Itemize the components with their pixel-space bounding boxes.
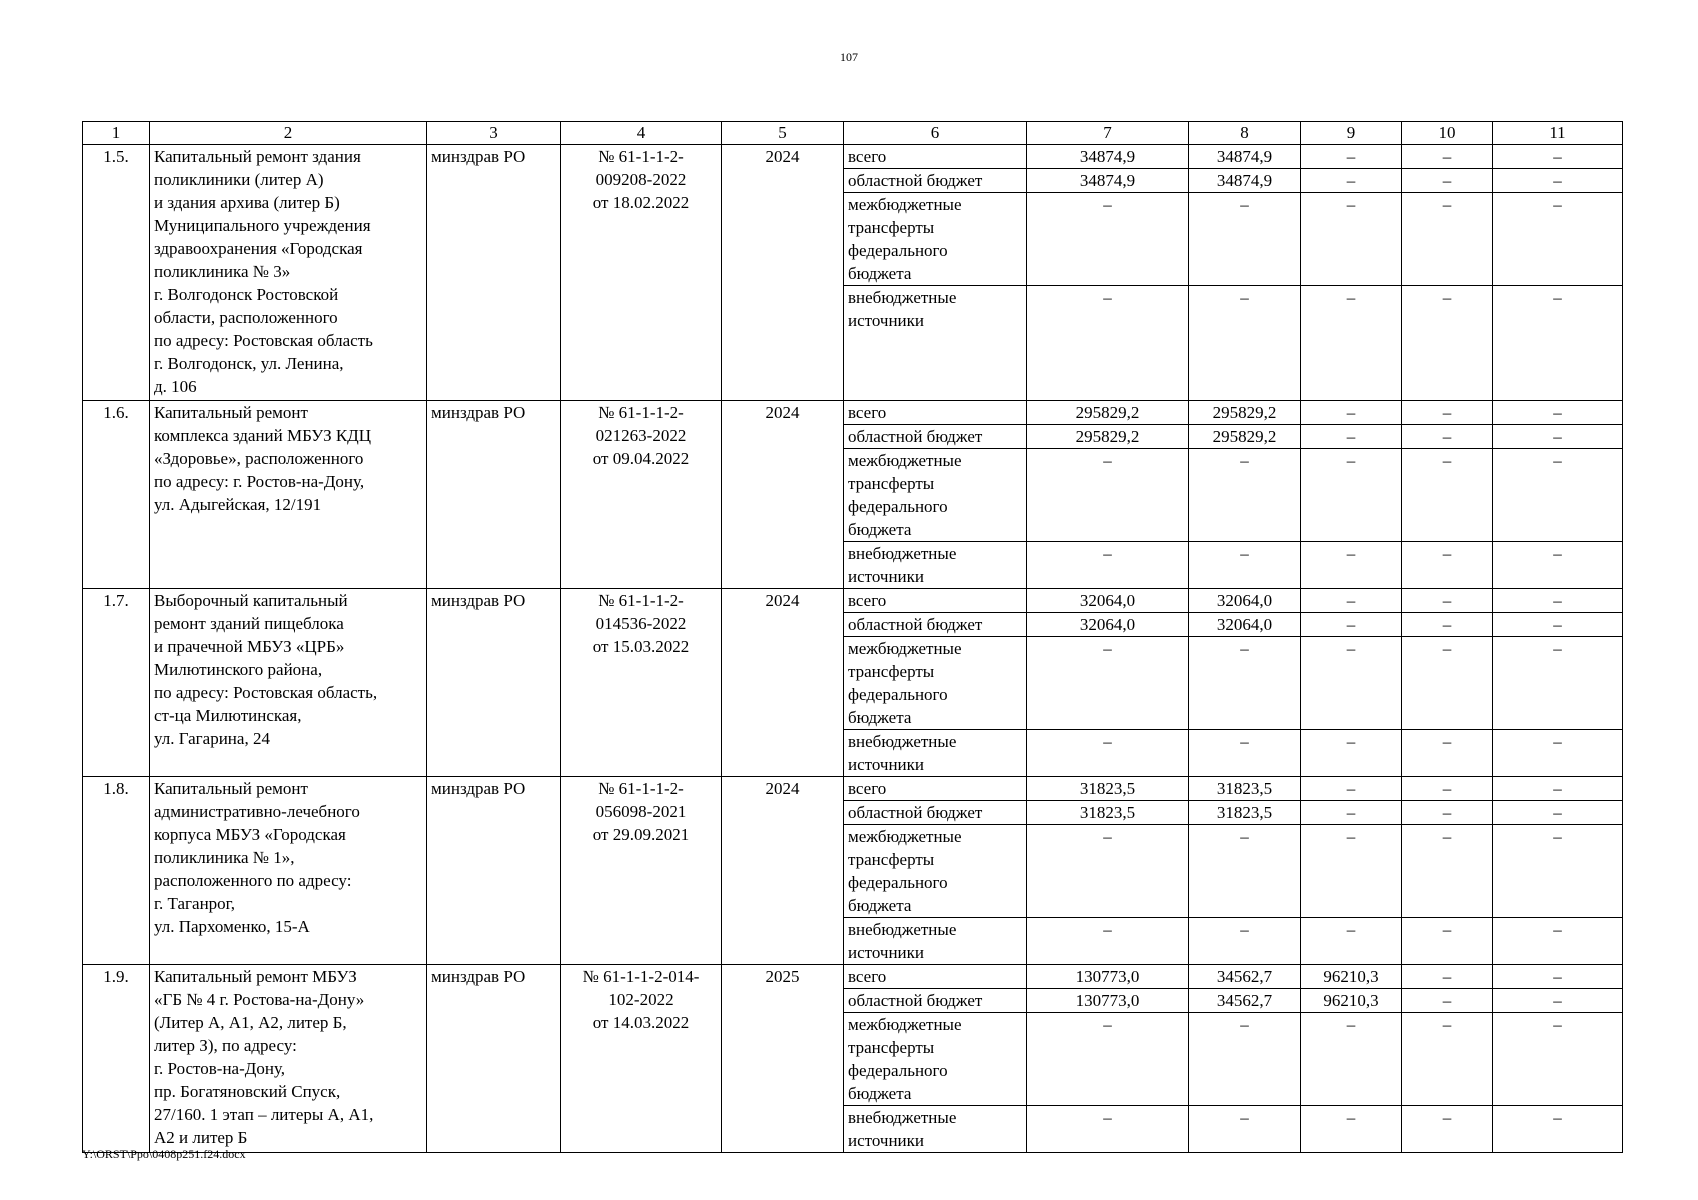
dash-cell: – xyxy=(1493,730,1623,777)
text-line: Капитальный ремонт здания xyxy=(154,147,361,166)
text-line: «Здоровье», расположенного xyxy=(154,449,364,468)
dash-cell: – xyxy=(1189,542,1301,589)
text-line: комплекса зданий МБУЗ КДЦ xyxy=(154,426,372,445)
dash-cell: – xyxy=(1189,449,1301,542)
value-cell: 34874,9 xyxy=(1189,145,1301,169)
source-total-label: всего xyxy=(844,589,1027,613)
value-cell: 130773,0 xyxy=(1027,989,1189,1013)
text-line: г. Волгодонск Ростовской xyxy=(154,285,339,304)
value-cell: – xyxy=(1402,425,1493,449)
value-cell: – xyxy=(1402,777,1493,801)
value-cell: 295829,2 xyxy=(1189,401,1301,425)
text-line: внебюджетные xyxy=(848,288,957,307)
text-line: «ГБ № 4 г. Ростова-на-Дону» xyxy=(154,990,365,1009)
text-line: ст-ца Милютинская, xyxy=(154,706,302,725)
value-cell: 96210,3 xyxy=(1301,965,1402,989)
dash-cell: – xyxy=(1402,449,1493,542)
source-extra-label xyxy=(844,730,1027,777)
value-cell: – xyxy=(1301,401,1402,425)
text-line: Выборочный капитальный xyxy=(154,591,348,610)
dash-cell: – xyxy=(1402,730,1493,777)
text-line: бюджета xyxy=(848,520,912,539)
value-cell: 32064,0 xyxy=(1027,589,1189,613)
source-federal-label xyxy=(844,825,1027,918)
text-line: г. Таганрог, xyxy=(154,894,235,913)
source-total-label: всего xyxy=(844,145,1027,169)
dash-cell: – xyxy=(1301,1106,1402,1153)
value-cell: 34874,9 xyxy=(1027,145,1189,169)
text-line: ул. Адыгейская, 12/191 xyxy=(154,495,322,514)
header-cell: 1 xyxy=(83,122,150,145)
source-federal-label xyxy=(844,637,1027,730)
text-line: трансферты xyxy=(848,850,935,869)
header-cell: 8 xyxy=(1189,122,1301,145)
value-cell: 31823,5 xyxy=(1189,801,1301,825)
dash-cell: – xyxy=(1301,637,1402,730)
item-row xyxy=(83,965,1623,989)
budget-table xyxy=(82,121,1623,1153)
dash-cell: – xyxy=(1402,542,1493,589)
text-line: г. Ростов-на-Дону, xyxy=(154,1059,285,1078)
text-line: трансферты xyxy=(848,218,935,237)
dash-cell: – xyxy=(1493,637,1623,730)
value-cell: – xyxy=(1402,801,1493,825)
value-cell: – xyxy=(1493,145,1623,169)
dash-cell: – xyxy=(1301,918,1402,965)
text-line: от 29.09.2021 xyxy=(592,825,690,844)
dash-cell: – xyxy=(1027,1013,1189,1106)
text-line: внебюджетные xyxy=(848,920,957,939)
source-regional-label: областной бюджет xyxy=(844,989,1027,1013)
value-cell: – xyxy=(1493,589,1623,613)
text-line: источники xyxy=(848,755,925,774)
value-cell: – xyxy=(1301,425,1402,449)
item-number: 1.9. xyxy=(83,965,150,1153)
dash-cell: – xyxy=(1189,730,1301,777)
dash-cell: – xyxy=(1189,825,1301,918)
dash-cell: – xyxy=(1301,449,1402,542)
text-line: трансферты xyxy=(848,662,935,681)
source-regional-label: областной бюджет xyxy=(844,801,1027,825)
dash-cell: – xyxy=(1301,730,1402,777)
expertise-conclusion xyxy=(561,589,722,777)
expertise-conclusion xyxy=(561,145,722,401)
value-cell: – xyxy=(1493,425,1623,449)
value-cell: 295829,2 xyxy=(1189,425,1301,449)
text-line: 014536-2022 xyxy=(595,614,687,633)
text-line: трансферты xyxy=(848,1038,935,1057)
dash-cell: – xyxy=(1402,1013,1493,1106)
dash-cell: – xyxy=(1189,1106,1301,1153)
dash-cell: – xyxy=(1189,286,1301,401)
item-number: 1.8. xyxy=(83,777,150,965)
value-cell: – xyxy=(1301,145,1402,169)
source-regional-label: областной бюджет xyxy=(844,613,1027,637)
customer: минздрав РО xyxy=(427,965,561,1153)
text-line: 021263-2022 xyxy=(595,426,687,445)
text-line: ремонт зданий пищеблока xyxy=(154,614,344,633)
text-line: источники xyxy=(848,311,925,330)
value-cell: – xyxy=(1402,169,1493,193)
value-cell: – xyxy=(1301,169,1402,193)
customer: минздрав РО xyxy=(427,777,561,965)
item-row xyxy=(83,777,1623,801)
text-line: расположенного по адресу: xyxy=(154,871,352,890)
text-line: ул. Гагарина, 24 xyxy=(154,729,270,748)
value-cell: 130773,0 xyxy=(1027,965,1189,989)
text-line: г. Волгодонск, ул. Ленина, xyxy=(154,354,344,373)
item-row xyxy=(83,145,1623,169)
dash-cell: – xyxy=(1027,193,1189,286)
dash-cell: – xyxy=(1027,637,1189,730)
dash-cell: – xyxy=(1493,193,1623,286)
value-cell: – xyxy=(1301,801,1402,825)
text-line: 009208-2022 xyxy=(595,170,687,189)
item-number: 1.7. xyxy=(83,589,150,777)
item-name xyxy=(150,965,427,1153)
text-line: ул. Пархоменко, 15-А xyxy=(154,917,310,936)
dash-cell: – xyxy=(1027,449,1189,542)
value-cell: – xyxy=(1301,589,1402,613)
value-cell: – xyxy=(1493,613,1623,637)
text-line: области, расположенного xyxy=(154,308,338,327)
text-line: от 14.03.2022 xyxy=(592,1013,690,1032)
value-cell: – xyxy=(1402,613,1493,637)
dash-cell: – xyxy=(1402,1106,1493,1153)
value-cell: – xyxy=(1493,169,1623,193)
text-line: федерального xyxy=(848,685,948,704)
value-cell: 31823,5 xyxy=(1027,801,1189,825)
dash-cell: – xyxy=(1493,918,1623,965)
value-cell: – xyxy=(1493,777,1623,801)
text-line: межбюджетные xyxy=(848,827,962,846)
dash-cell: – xyxy=(1189,1013,1301,1106)
value-cell: 32064,0 xyxy=(1027,613,1189,637)
completion-year: 2024 xyxy=(722,145,844,401)
value-cell: – xyxy=(1301,777,1402,801)
value-cell: 34874,9 xyxy=(1027,169,1189,193)
text-line: (Литер А, А1, А2, литер Б, xyxy=(154,1013,347,1032)
text-line: бюджета xyxy=(848,708,912,727)
text-line: межбюджетные xyxy=(848,1015,962,1034)
header-cell: 5 xyxy=(722,122,844,145)
dash-cell: – xyxy=(1493,1013,1623,1106)
completion-year: 2024 xyxy=(722,589,844,777)
dash-cell: – xyxy=(1301,542,1402,589)
expertise-conclusion xyxy=(561,401,722,589)
text-line: по адресу: г. Ростов-на-Дону, xyxy=(154,472,365,491)
completion-year: 2024 xyxy=(722,401,844,589)
item-number: 1.5. xyxy=(83,145,150,401)
header-cell: 4 xyxy=(561,122,722,145)
text-line: и прачечной МБУЗ «ЦРБ» xyxy=(154,637,345,656)
source-extra-label xyxy=(844,286,1027,401)
text-line: бюджета xyxy=(848,896,912,915)
text-line: административно-лечебного xyxy=(154,802,360,821)
customer: минздрав РО xyxy=(427,589,561,777)
source-total-label: всего xyxy=(844,965,1027,989)
dash-cell: – xyxy=(1027,730,1189,777)
text-line: 27/160. 1 этап – литеры А, А1, xyxy=(154,1105,374,1124)
value-cell: – xyxy=(1402,145,1493,169)
source-extra-label xyxy=(844,918,1027,965)
value-cell: 34562,7 xyxy=(1189,965,1301,989)
text-line: источники xyxy=(848,943,925,962)
text-line: межбюджетные xyxy=(848,451,962,470)
item-name xyxy=(150,777,427,965)
text-line: межбюджетные xyxy=(848,639,962,658)
page-number: 107 xyxy=(840,50,858,64)
source-regional-label: областной бюджет xyxy=(844,425,1027,449)
text-line: поликлиника № 1», xyxy=(154,848,295,867)
dash-cell: – xyxy=(1493,449,1623,542)
dash-cell: – xyxy=(1402,825,1493,918)
value-cell: 295829,2 xyxy=(1027,401,1189,425)
item-row xyxy=(83,401,1623,425)
text-line: Капитальный ремонт xyxy=(154,779,308,798)
text-line: Капитальный ремонт xyxy=(154,403,308,422)
item-name xyxy=(150,145,427,401)
text-line: федерального xyxy=(848,1061,948,1080)
dash-cell: – xyxy=(1493,1106,1623,1153)
text-line: д. 106 xyxy=(154,377,197,396)
dash-cell: – xyxy=(1402,918,1493,965)
header-cell: 2 xyxy=(150,122,427,145)
item-row xyxy=(83,589,1623,613)
dash-cell: – xyxy=(1493,825,1623,918)
header-cell: 9 xyxy=(1301,122,1402,145)
dash-cell: – xyxy=(1301,286,1402,401)
dash-cell: – xyxy=(1493,542,1623,589)
value-cell: – xyxy=(1402,401,1493,425)
dash-cell: – xyxy=(1027,825,1189,918)
text-line: № 61-1-1-2-014- xyxy=(582,967,700,986)
value-cell: 31823,5 xyxy=(1189,777,1301,801)
completion-year: 2025 xyxy=(722,965,844,1153)
text-line: А2 и литер Б xyxy=(154,1128,248,1147)
dash-cell: – xyxy=(1301,193,1402,286)
source-federal-label xyxy=(844,449,1027,542)
expertise-conclusion xyxy=(561,965,722,1153)
text-line: № 61-1-1-2- xyxy=(598,147,684,166)
value-cell: 31823,5 xyxy=(1027,777,1189,801)
text-line: Муниципального учреждения xyxy=(154,216,371,235)
customer: минздрав РО xyxy=(427,401,561,589)
text-line: литер З), по адресу: xyxy=(154,1036,297,1055)
file-path-footer: Y:\ORST\Ppo\0408p251.f24.docx xyxy=(82,1147,246,1161)
text-line: источники xyxy=(848,1131,925,1150)
text-line: поликлиники (литер А) xyxy=(154,170,324,189)
value-cell: – xyxy=(1493,989,1623,1013)
source-federal-label xyxy=(844,193,1027,286)
value-cell: – xyxy=(1301,613,1402,637)
header-cell: 6 xyxy=(844,122,1027,145)
text-line: здравоохранения «Городская xyxy=(154,239,363,258)
header-cell: 3 xyxy=(427,122,561,145)
text-line: корпуса МБУЗ «Городская xyxy=(154,825,346,844)
text-line: № 61-1-1-2- xyxy=(598,403,684,422)
text-line: межбюджетные xyxy=(848,195,962,214)
dash-cell: – xyxy=(1301,1013,1402,1106)
item-number: 1.6. xyxy=(83,401,150,589)
header-cell: 7 xyxy=(1027,122,1189,145)
dash-cell: – xyxy=(1301,825,1402,918)
dash-cell: – xyxy=(1402,286,1493,401)
completion-year: 2024 xyxy=(722,777,844,965)
text-line: пр. Богатяновский Спуск, xyxy=(154,1082,341,1101)
dash-cell: – xyxy=(1402,637,1493,730)
text-line: 056098-2021 xyxy=(595,802,687,821)
dash-cell: – xyxy=(1027,542,1189,589)
text-line: № 61-1-1-2- xyxy=(598,779,684,798)
source-regional-label: областной бюджет xyxy=(844,169,1027,193)
source-total-label: всего xyxy=(844,401,1027,425)
value-cell: 295829,2 xyxy=(1027,425,1189,449)
text-line: от 15.03.2022 xyxy=(592,637,690,656)
text-line: федерального xyxy=(848,241,948,260)
table-body xyxy=(83,122,1623,1153)
dash-cell: – xyxy=(1027,918,1189,965)
dash-cell: – xyxy=(1493,286,1623,401)
text-line: внебюджетные xyxy=(848,1108,957,1127)
text-line: федерального xyxy=(848,497,948,516)
source-extra-label xyxy=(844,1106,1027,1153)
text-line: федерального xyxy=(848,873,948,892)
value-cell: 32064,0 xyxy=(1189,589,1301,613)
text-line: внебюджетные xyxy=(848,732,957,751)
value-cell: – xyxy=(1493,801,1623,825)
header-row xyxy=(83,122,1623,145)
text-line: от 09.04.2022 xyxy=(592,449,690,468)
text-line: № 61-1-1-2- xyxy=(598,591,684,610)
dash-cell: – xyxy=(1189,193,1301,286)
text-line: внебюджетные xyxy=(848,544,957,563)
text-line: трансферты xyxy=(848,474,935,493)
value-cell: – xyxy=(1402,589,1493,613)
header-cell: 10 xyxy=(1402,122,1493,145)
value-cell: – xyxy=(1493,401,1623,425)
item-name xyxy=(150,589,427,777)
text-line: 102-2022 xyxy=(608,990,674,1009)
text-line: источники xyxy=(848,567,925,586)
customer: минздрав РО xyxy=(427,145,561,401)
dash-cell: – xyxy=(1189,637,1301,730)
dash-cell: – xyxy=(1027,286,1189,401)
source-total-label: всего xyxy=(844,777,1027,801)
source-extra-label xyxy=(844,542,1027,589)
value-cell: – xyxy=(1402,965,1493,989)
dash-cell: – xyxy=(1027,1106,1189,1153)
text-line: и здания архива (литер Б) xyxy=(154,193,340,212)
text-line: по адресу: Ростовская область, xyxy=(154,683,378,702)
dash-cell: – xyxy=(1402,193,1493,286)
text-line: по адресу: Ростовская область xyxy=(154,331,373,350)
source-federal-label xyxy=(844,1013,1027,1106)
expertise-conclusion xyxy=(561,777,722,965)
value-cell: – xyxy=(1402,989,1493,1013)
text-line: Милютинского района, xyxy=(154,660,323,679)
text-line: поликлиника № 3» xyxy=(154,262,291,281)
value-cell: – xyxy=(1493,965,1623,989)
header-cell: 11 xyxy=(1493,122,1623,145)
text-line: бюджета xyxy=(848,264,912,283)
value-cell: 34874,9 xyxy=(1189,169,1301,193)
value-cell: 34562,7 xyxy=(1189,989,1301,1013)
value-cell: 32064,0 xyxy=(1189,613,1301,637)
dash-cell: – xyxy=(1189,918,1301,965)
text-line: Капитальный ремонт МБУЗ xyxy=(154,967,357,986)
value-cell: 96210,3 xyxy=(1301,989,1402,1013)
item-name xyxy=(150,401,427,589)
text-line: бюджета xyxy=(848,1084,912,1103)
text-line: от 18.02.2022 xyxy=(592,193,690,212)
